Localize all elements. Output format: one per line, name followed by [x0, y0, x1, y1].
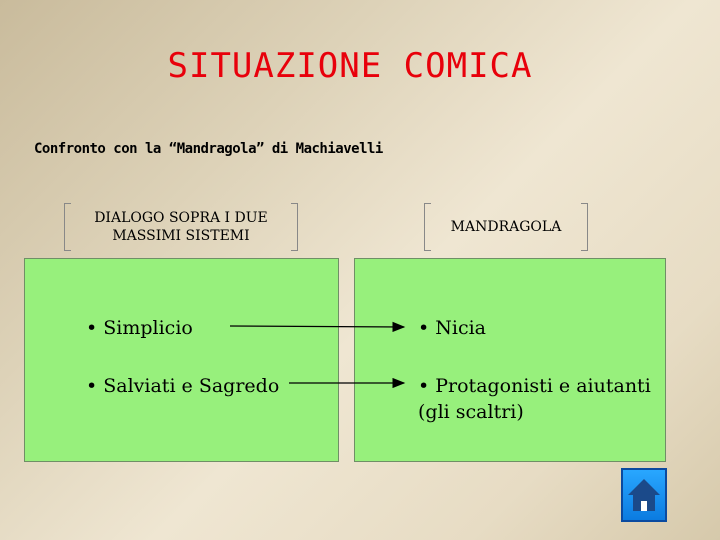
- home-button[interactable]: [621, 468, 667, 522]
- right-panel: [354, 258, 666, 462]
- slide-title: SITUAZIONE COMICA: [167, 46, 533, 86]
- home-icon: [626, 475, 662, 515]
- left-panel: [24, 258, 339, 462]
- right-item-nicia: • Nicia: [418, 317, 486, 339]
- right-column-header-label: MANDRAGOLA: [450, 219, 562, 235]
- slide-subtitle: Confronto con la “Mandragola” di Machiavelli: [34, 141, 383, 157]
- right-item-protagonisti: • Protagonisti e aiutanti (gli scaltri): [418, 375, 651, 423]
- left-column-header-label: DIALOGO SOPRA I DUE MASSIMI SISTEMI: [94, 210, 268, 244]
- left-item-salviati-sagredo: • Salviati e Sagredo: [86, 375, 280, 397]
- left-column-header: [64, 204, 298, 250]
- left-item-simplicio: • Simplicio: [86, 317, 193, 339]
- right-column-header: [424, 204, 588, 250]
